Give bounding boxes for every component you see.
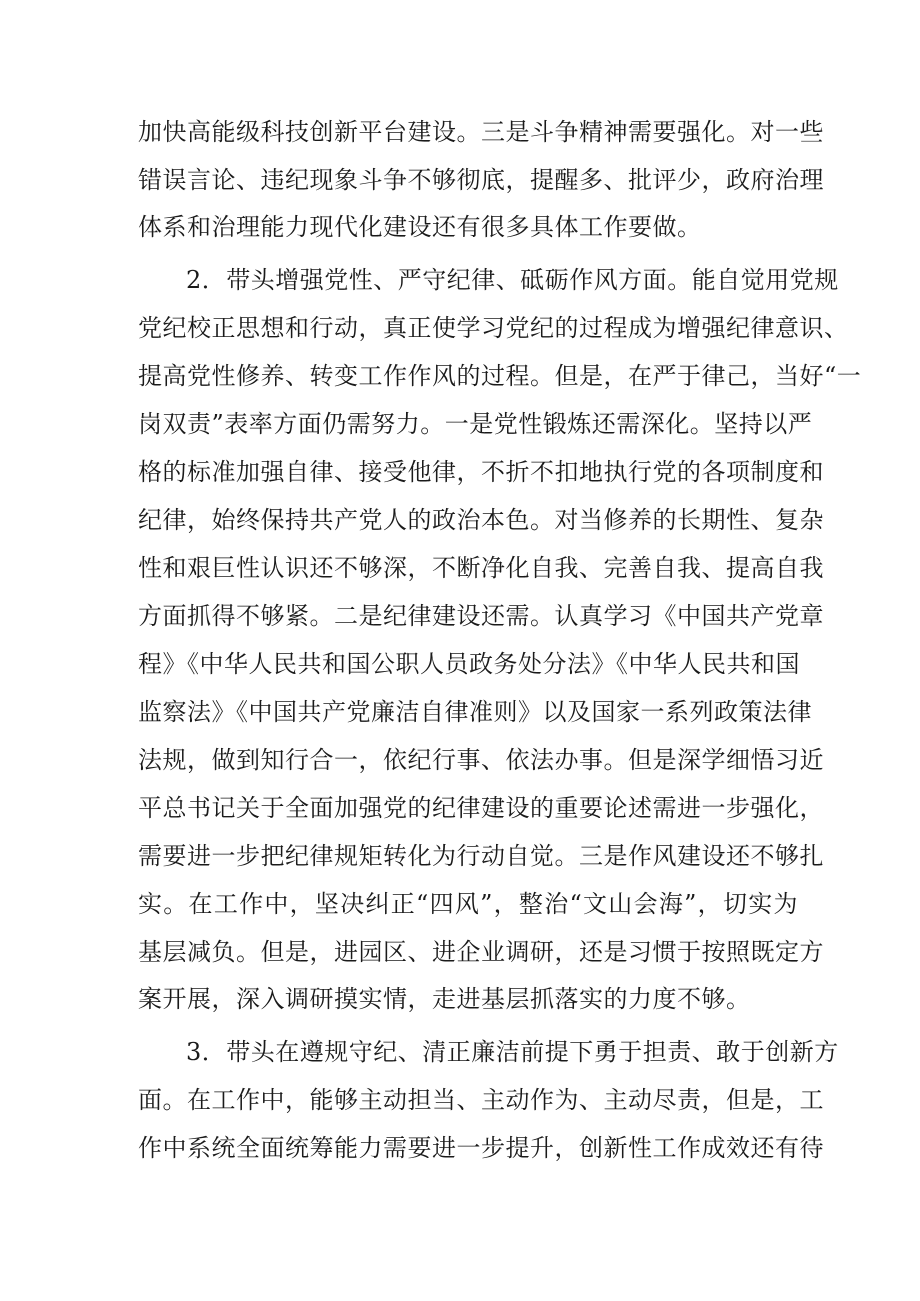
paragraph-line: 实。在工作中，坚决纠正“四风”，整治“文山会海”，切实为	[138, 890, 798, 918]
paragraph-line: 提高党性修养、转变工作作风的过程。但是，在严于律己，当好“一	[138, 362, 862, 390]
paragraph-line: 加快高能级科技创新平台建设。三是斗争精神需要强化。对一些	[138, 118, 824, 146]
paragraph-line: 基层减负。但是，进园区、进企业调研，还是习惯于按照既定方	[138, 938, 824, 966]
paragraph-line: 3．带头在遵规守纪、清正廉洁前提下勇于担责、敢于创新方	[186, 1038, 839, 1066]
paragraph-line: 面。在工作中，能够主动担当、主动作为、主动尽责，但是，工	[138, 1086, 824, 1114]
paragraph-line: 作中系统全面统筹能力需要进一步提升，创新性工作成效还有待	[138, 1134, 824, 1162]
paragraph-line: 错误言论、违纪现象斗争不够彻底，提醒多、批评少，政府治理	[138, 166, 824, 194]
paragraph-line: 纪律，始终保持共产党人的政治本色。对当修养的长期性、复杂	[138, 506, 824, 534]
paragraph-line: 格的标准加强自律、接受他律，不折不扣地执行党的各项制度和	[138, 458, 824, 486]
paragraph-line: 性和艰巨性认识还不够深，不断净化自我、完善自我、提高自我	[138, 554, 824, 582]
paragraph-line: 方面抓得不够紧。二是纪律建设还需。认真学习《中国共产党章	[138, 602, 824, 630]
paragraph-line: 2．带头增强党性、严守纪律、砥砺作风方面。能自觉用党规	[186, 266, 839, 294]
paragraph-line: 平总书记关于全面加强党的纪律建设的重要论述需进一步强化，	[138, 794, 824, 822]
paragraph-line: 程》《中华人民共和国公职人员政务处分法》《中华人民共和国	[138, 650, 800, 678]
paragraph-line: 岗双责”表率方面仍需努力。一是党性锻炼还需深化。坚持以严	[138, 410, 813, 438]
paragraph-line: 需要进一步把纪律规矩转化为行动自觉。三是作风建设还不够扎	[138, 842, 824, 870]
paragraph-line: 监察法》《中国共产党廉洁自律准则》以及国家一系列政策法律	[138, 698, 812, 726]
paragraph-line: 法规，做到知行合一，依纪行事、依法办事。但是深学细悟习近	[138, 746, 824, 774]
paragraph-line: 案开展，深入调研摸实情，走进基层抓落实的力度不够。	[138, 985, 751, 1013]
paragraph-line: 党纪校正思想和行动，真正使学习党纪的过程成为增强纪律意识、	[138, 314, 849, 342]
paragraph-line: 体系和治理能力现代化建设还有很多具体工作要做。	[138, 213, 702, 241]
